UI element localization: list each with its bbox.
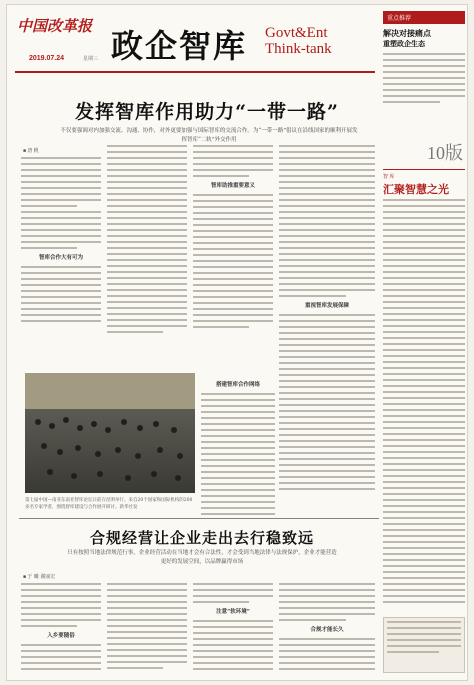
sidebar-tag: 重点推荐 <box>383 11 465 24</box>
sidebar-summary <box>383 53 465 115</box>
article1-column-1 <box>21 157 101 367</box>
conference-photo <box>25 373 195 493</box>
article2-deck: 只有按照当地法律规范行事，企业经营活动在当地才会有合法性，才会受到当地法律与法规保护，企业才能营造更好的发展空间，以品牌赢得市场 <box>67 550 337 565</box>
newspaper-logo: 中国改革报 <box>17 17 93 35</box>
article2-column-1 <box>21 583 101 675</box>
article2-subhead-3: 合规才能长久 <box>310 627 344 633</box>
editorial-credits-box <box>383 617 465 673</box>
right-sidebar <box>383 11 465 675</box>
sidebar-body <box>383 199 465 609</box>
article1-subhead-3: 搭建智库合作网络 <box>215 382 260 388</box>
photo-caption: 第七届中国—南亚东南亚智库论坛日前在昆明举行。来自20个国家和国际机构的200多名专家学者，围绕智库建设与合作展开研讨。新华社发 <box>25 498 193 510</box>
article1-deck: 不仅要强调对内加强交流、沟通、协作，对外更要加强与国际智库的交流合作。为“一带一路”倡议在沿线国家的顺利开展发挥智库“二轨”外交作用 <box>60 128 358 143</box>
article1-column-4 <box>279 145 375 515</box>
conference-stage-backdrop <box>25 373 195 409</box>
article1-subhead-2: 智库助推重要意义 <box>210 183 255 189</box>
article2-byline: ■ 于 曦 谢丽宏 <box>23 574 56 580</box>
issue-date: 2019.07.24 <box>29 55 65 62</box>
sidebar-subheadline: 重塑政企生态 <box>383 39 425 48</box>
article1-title: 发挥智库作用助力“一带一路” <box>75 101 339 123</box>
column-title-english-line2: Think-tank <box>265 41 332 57</box>
article2-title: 合规经营让企业走出去行稳致远 <box>89 529 314 547</box>
article1-column-2 <box>107 145 187 367</box>
column-title: 政企智库 <box>111 27 248 65</box>
article2-column-2 <box>107 583 187 675</box>
article2-column-3 <box>193 583 273 675</box>
article1-column-5 <box>201 377 275 515</box>
article2-subhead-2: 注意“软环境” <box>216 609 250 615</box>
article1-subhead-1: 智库合作大有可为 <box>38 255 83 261</box>
page-number: 10版 <box>427 143 463 163</box>
masthead <box>15 11 375 73</box>
issue-weekday: 星期三 <box>83 56 99 62</box>
column-title-english-line1: Govt&Ent <box>265 25 328 41</box>
article-divider <box>19 518 379 519</box>
sidebar-section-title: 汇聚智慧之光 <box>383 183 449 196</box>
article1-subhead-4: 重视智库发展保障 <box>304 303 349 309</box>
article1-byline: ■ 唐 帆 <box>23 148 39 154</box>
column-title-english <box>265 25 332 57</box>
article2-column-4 <box>279 583 375 675</box>
newspaper-page <box>6 4 468 681</box>
sidebar-headline: 解决对接痛点 <box>383 28 431 38</box>
article1-column-3 <box>193 145 273 373</box>
article2-subhead-1: 入乡要随俗 <box>47 633 75 639</box>
sidebar-section-label: 智 库 <box>383 169 465 180</box>
